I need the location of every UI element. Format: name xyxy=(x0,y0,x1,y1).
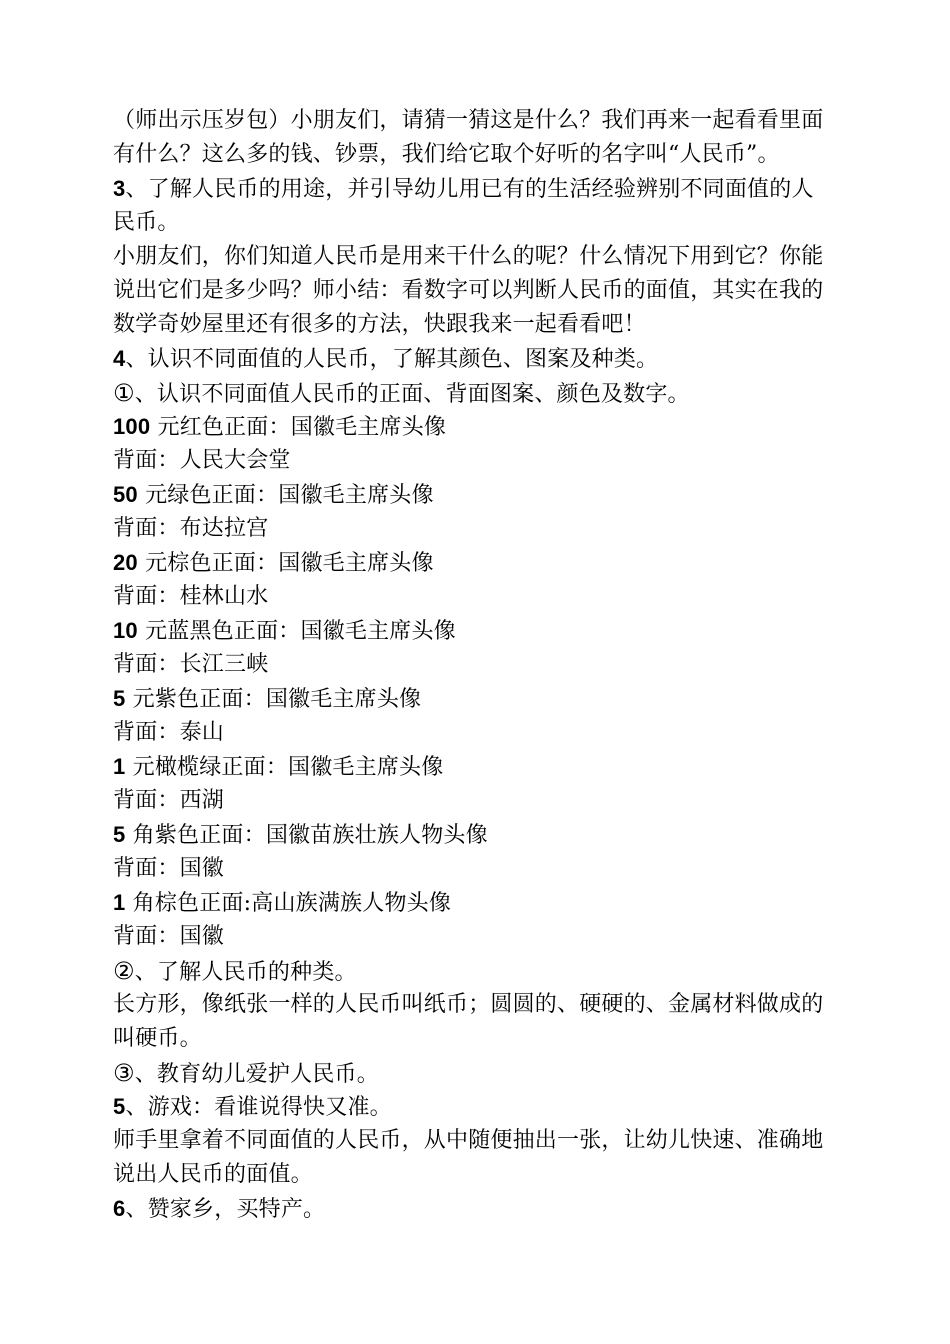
text-line xyxy=(113,240,865,274)
text-line xyxy=(113,478,865,512)
text-line xyxy=(113,546,865,580)
line-text: 元橄榄绿正面：国徽毛主席头像 xyxy=(125,755,444,780)
line-text: 背面：国徽 xyxy=(113,924,225,949)
line-text: 、教育幼儿爱护人民币。 xyxy=(134,1062,379,1087)
line-text: 长方形，像纸张一样的人民币叫纸币；圆圆的、硬硬的、金属材料做成的 xyxy=(113,992,824,1017)
text-line xyxy=(113,580,865,614)
text-line xyxy=(113,1192,865,1226)
line-number: 1 xyxy=(113,754,126,779)
text-line xyxy=(113,1158,865,1192)
text-line xyxy=(113,206,865,240)
line-number: 100 xyxy=(113,414,151,439)
line-number: 1 xyxy=(113,890,126,915)
text-line xyxy=(113,920,865,954)
circled-number: ③ xyxy=(113,1059,135,1087)
text-line xyxy=(113,750,865,784)
line-text: 、了解人民币的种类。 xyxy=(134,960,357,985)
line-text: 元绿色正面：国徽毛主席头像 xyxy=(137,483,434,508)
line-text: 背面：桂林山水 xyxy=(113,584,269,609)
text-line xyxy=(113,104,865,138)
text-line xyxy=(113,614,865,648)
circled-number: ② xyxy=(113,957,135,985)
text-line xyxy=(113,1090,865,1124)
text-line xyxy=(113,988,865,1022)
text-line xyxy=(113,818,865,852)
line-text: 元棕色正面：国徽毛主席头像 xyxy=(137,551,434,576)
line-number: 3 xyxy=(113,176,126,201)
text-line xyxy=(113,1056,865,1090)
text-line xyxy=(113,716,865,750)
line-text: 背面：泰山 xyxy=(113,720,225,745)
line-text: 背面：长江三峡 xyxy=(113,652,269,677)
line-text: 、赞家乡，买特产。 xyxy=(125,1197,326,1222)
text-line xyxy=(113,852,865,886)
line-text: 、认识不同面值人民币的正面、背面图案、颜色及数字。 xyxy=(134,382,690,407)
text-line xyxy=(113,376,865,410)
circled-number: ① xyxy=(113,379,135,407)
text-line xyxy=(113,648,865,682)
line-number: 4 xyxy=(113,346,126,371)
text-line xyxy=(113,444,865,478)
text-line xyxy=(113,784,865,818)
text-line xyxy=(113,308,865,342)
line-text: 背面：布达拉宫 xyxy=(113,516,269,541)
text-line xyxy=(113,172,865,206)
line-text: 元红色正面：国徽毛主席头像 xyxy=(150,415,447,440)
line-text: 数学奇妙屋里还有很多的方法，快跟我来一起看看吧！ xyxy=(113,312,646,337)
text-line xyxy=(113,682,865,716)
line-text: 说出人民币的面值。 xyxy=(113,1162,313,1187)
line-number: 5 xyxy=(113,1094,126,1119)
line-number: 50 xyxy=(113,482,138,507)
line-text: 师手里拿着不同面值的人民币，从中随便抽出一张，让幼儿快速、准确地 xyxy=(113,1128,824,1153)
line-text: 角紫色正面：国徽苗族壮族人物头像 xyxy=(125,823,488,848)
line-text: 民币。 xyxy=(113,210,180,235)
line-text: 、游戏：看谁说得快又准。 xyxy=(125,1095,392,1120)
line-text: 说出它们是多少吗？师小结：看数字可以判断人民币的面值，其实在我的 xyxy=(113,278,824,303)
text-line xyxy=(113,954,865,988)
line-text: 角棕色正面:高山族满族人物头像 xyxy=(125,891,452,916)
line-text: 、认识不同面值的人民币，了解其颜色、图案及种类。 xyxy=(125,347,659,372)
line-number: 20 xyxy=(113,550,138,575)
line-number: 5 xyxy=(113,686,126,711)
line-text: 元紫色正面：国徽毛主席头像 xyxy=(125,687,422,712)
text-line xyxy=(113,512,865,546)
text-line xyxy=(113,1124,865,1158)
line-text: 有什么？这么多的钱、钞票，我们给它取个好听的名字叫“人民币”。 xyxy=(113,142,780,167)
text-line xyxy=(113,138,865,172)
document-body xyxy=(113,104,865,1226)
text-line xyxy=(113,274,865,308)
line-number: 6 xyxy=(113,1196,126,1221)
line-text: 背面：人民大会堂 xyxy=(113,448,291,473)
line-text: （师出示压岁包）小朋友们，请猜一猜这是什么？我们再来一起看看里面 xyxy=(113,108,824,133)
line-text: 小朋友们，你们知道人民币是用来干什么的呢？什么情况下用到它？你能 xyxy=(113,244,824,269)
text-line xyxy=(113,410,865,444)
text-line xyxy=(113,886,865,920)
line-text: 元蓝黑色正面：国徽毛主席头像 xyxy=(137,619,456,644)
line-number: 10 xyxy=(113,618,138,643)
line-text: 背面：西湖 xyxy=(113,788,225,813)
line-text: 背面：国徽 xyxy=(113,856,225,881)
line-number: 5 xyxy=(113,822,126,847)
line-text: 、了解人民币的用途，并引导幼儿用已有的生活经验辨别不同面值的人 xyxy=(125,177,814,202)
text-line xyxy=(113,342,865,376)
line-text: 叫硬币。 xyxy=(113,1026,202,1051)
text-line xyxy=(113,1022,865,1056)
